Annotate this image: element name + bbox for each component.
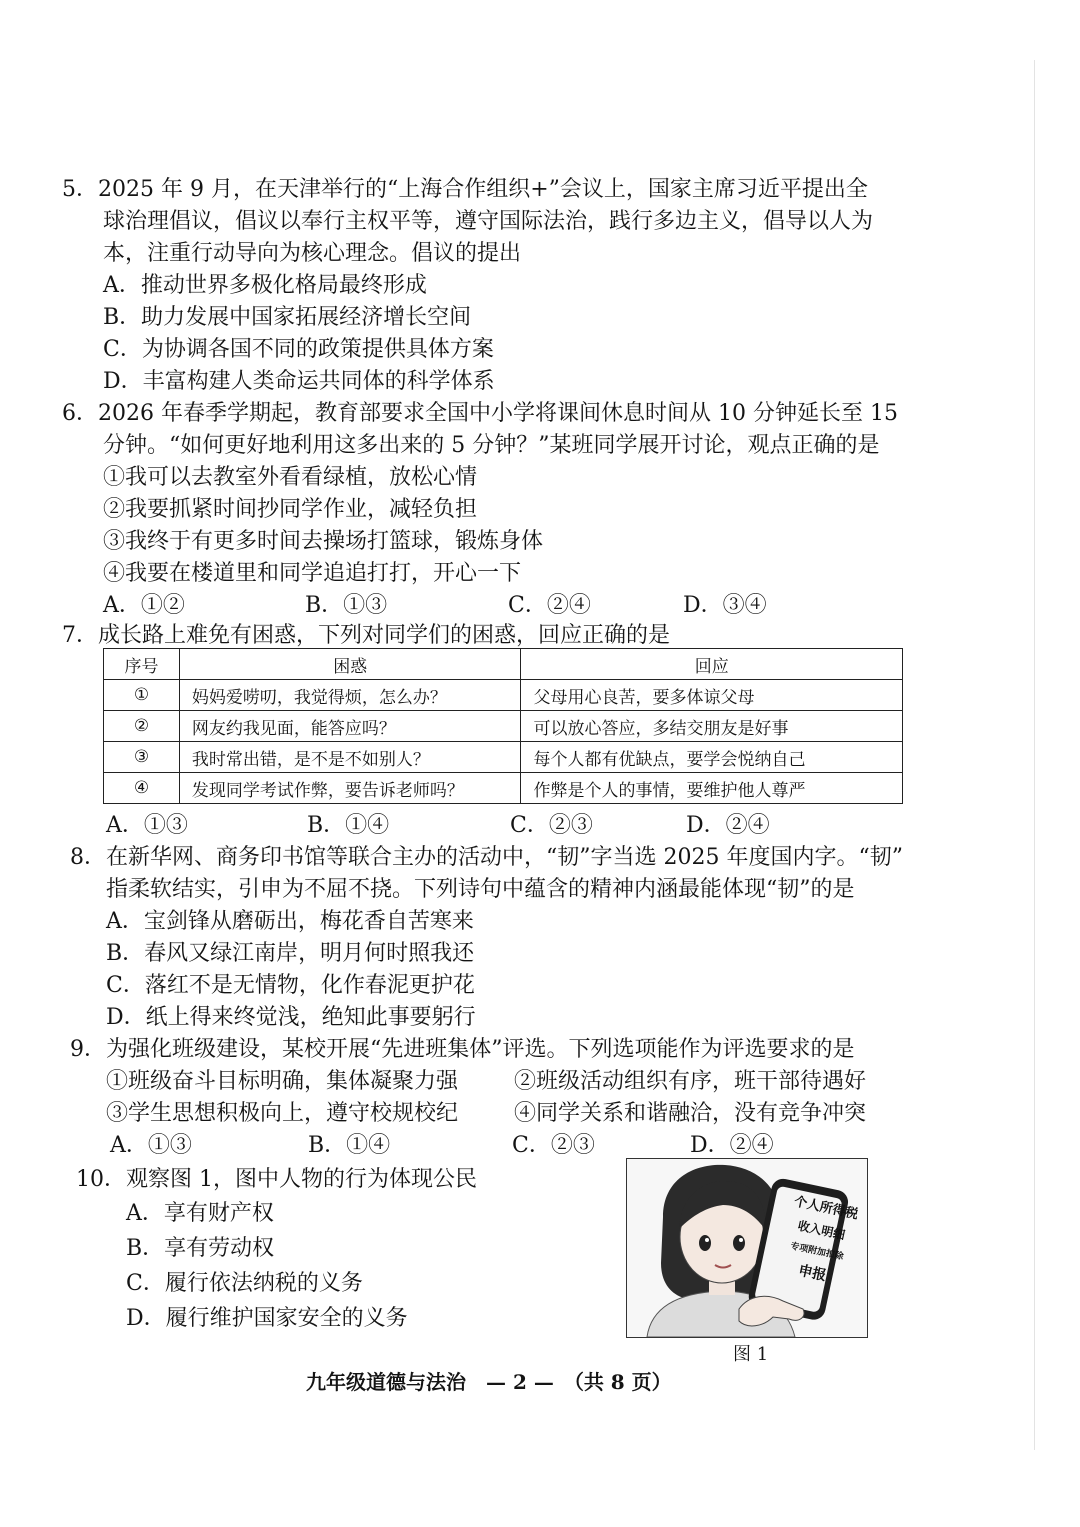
q7-stem: 7．成长路上难免有困惑，下列对同学们的困惑，回应正确的是 bbox=[62, 623, 670, 648]
phone-line-declare: 申报 bbox=[796, 1262, 828, 1285]
page-edge-shadow bbox=[1034, 60, 1035, 1450]
q8-stem-line-1: 8．在新华网、商务印书馆等联合主办的活动中，“韧”字当选 2025 年度国内字。“韧” bbox=[70, 845, 903, 870]
q6-stem-line-2: 分钟。“如何更好地利用这多出来的 5 分钟？”某班同学展开讨论，观点正确的是 bbox=[103, 433, 880, 458]
q9-choice-c: C．②③ bbox=[512, 1133, 595, 1158]
table-cell-confusion: 发现同学考试作弊，要告诉老师吗？ bbox=[179, 773, 521, 804]
table-row bbox=[104, 742, 903, 773]
q6-item-2: ②我要抓紧时间抄同学作业，减轻负担 bbox=[103, 497, 478, 522]
q8-option-d: D．纸上得来终觉浅，绝知此事要躬行 bbox=[106, 1005, 476, 1030]
table-cell-number: ① bbox=[104, 680, 180, 711]
q6-choice-b: B．①③ bbox=[305, 593, 388, 618]
q5-stem-line-1: 5．2025 年 9 月，在天津举行的“上海合作组织+”会议上，国家主席习近平提出全 bbox=[62, 177, 868, 202]
figure-1-caption: 图 1 bbox=[733, 1344, 769, 1365]
q6-choice-a: A．①② bbox=[103, 593, 185, 618]
table-cell-response: 可以放心答应，多结交朋友是好事 bbox=[521, 711, 903, 742]
q7-choice-a: A．①③ bbox=[106, 813, 188, 838]
q6-choice-c: C．②④ bbox=[508, 593, 591, 618]
q6-stem-line-1: 6．2026 年春季学期起，教育部要求全国中小学将课间休息时间从 10 分钟延长至 15 bbox=[62, 401, 898, 426]
q8-option-c: C．落红不是无情物，化作春泥更护花 bbox=[106, 973, 475, 998]
q7-choice-c: C．②③ bbox=[510, 813, 593, 838]
figure-1-illustration bbox=[626, 1158, 868, 1338]
table-header-row bbox=[104, 649, 903, 680]
q9-item-2: ②班级活动组织有序，班干部待遇好 bbox=[514, 1069, 867, 1094]
table-cell-confusion: 妈妈爱唠叨，我觉得烦，怎么办？ bbox=[179, 680, 521, 711]
phone-line-income: 收入明细 bbox=[796, 1218, 847, 1243]
table-cell-confusion: 我时常出错，是不是不如别人？ bbox=[179, 742, 521, 773]
table-cell-response: 每个人都有优缺点，要学会悦纳自己 bbox=[521, 742, 903, 773]
q6-item-3: ③我终于有更多时间去操场打篮球，锻炼身体 bbox=[103, 529, 544, 554]
table-cell-confusion: 网友约我见面，能答应吗？ bbox=[179, 711, 521, 742]
q10-option-a: A．享有财产权 bbox=[126, 1201, 274, 1226]
q7-choice-d: D．②④ bbox=[686, 813, 770, 838]
phone-line-deduction: 专项附加扣除 bbox=[789, 1241, 845, 1263]
q6-item-1: ①我可以去教室外看看绿植，放松心情 bbox=[103, 465, 478, 490]
q10-stem: 10．观察图 1，图中人物的行为体现公民 bbox=[76, 1167, 477, 1192]
q5-stem-line-2: 球治理倡议，倡议以奉行主权平等，遵守国际法治，践行多边主义，倡导以人为 bbox=[103, 209, 874, 234]
q9-item-4: ④同学关系和谐融洽，没有竞争冲突 bbox=[514, 1101, 867, 1126]
q9-choice-a: A．①③ bbox=[110, 1133, 192, 1158]
q5-option-a: A．推动世界多极化格局最终形成 bbox=[103, 273, 427, 298]
q8-option-a: A．宝剑锋从磨砺出，梅花香自苦寒来 bbox=[106, 909, 474, 934]
q8-stem-line-2: 指柔软结实，引申为不屈不挠。下列诗句中蕴含的精神内涵最能体现“韧”的是 bbox=[106, 877, 855, 902]
table-header-cell: 序号 bbox=[104, 649, 180, 680]
q10-option-b: B．享有劳动权 bbox=[126, 1236, 275, 1261]
q9-choice-d: D．②④ bbox=[690, 1133, 774, 1158]
page-footer: 九年级道德与法治 — 2 — （共 8 页） bbox=[306, 1370, 672, 1394]
q10-option-c: C．履行依法纳税的义务 bbox=[126, 1271, 363, 1296]
phone-line-tax: 个人所得税 bbox=[792, 1194, 860, 1223]
q5-option-c: C．为协调各国不同的政策提供具体方案 bbox=[103, 337, 494, 362]
table-header-cell: 回应 bbox=[521, 649, 903, 680]
q5-stem-line-3: 本，注重行动导向为核心理念。倡议的提出 bbox=[103, 241, 522, 266]
table-cell-response: 作弊是个人的事情，要维护他人尊严 bbox=[521, 773, 903, 804]
q6-choice-d: D．③④ bbox=[683, 593, 767, 618]
table-cell-response: 父母用心良苦，要多体谅父母 bbox=[521, 680, 903, 711]
table-row bbox=[104, 711, 903, 742]
q7-choice-b: B．①④ bbox=[307, 813, 390, 838]
table-cell-number: ③ bbox=[104, 742, 180, 773]
table-cell-number: ④ bbox=[104, 773, 180, 804]
q9-item-1: ①班级奋斗目标明确，集体凝聚力强 bbox=[106, 1069, 459, 1094]
q7-table bbox=[103, 648, 903, 804]
q6-item-4: ④我要在楼道里和同学追追打打，开心一下 bbox=[103, 561, 522, 586]
q5-option-b: B．助力发展中国家拓展经济增长空间 bbox=[103, 305, 472, 330]
table-header-cell: 困惑 bbox=[179, 649, 521, 680]
q9-choice-b: B．①④ bbox=[308, 1133, 391, 1158]
table-row bbox=[104, 773, 903, 804]
q9-stem: 9．为强化班级建设，某校开展“先进班集体”评选。下列选项能作为评选要求的是 bbox=[70, 1037, 855, 1062]
q8-option-b: B．春风又绿江南岸，明月何时照我还 bbox=[106, 941, 475, 966]
table-row bbox=[104, 680, 903, 711]
q5-option-d: D．丰富构建人类命运共同体的科学体系 bbox=[103, 369, 495, 394]
table-cell-number: ② bbox=[104, 711, 180, 742]
q10-option-d: D．履行维护国家安全的义务 bbox=[126, 1306, 408, 1331]
q9-item-3: ③学生思想积极向上，遵守校规校纪 bbox=[106, 1101, 459, 1126]
